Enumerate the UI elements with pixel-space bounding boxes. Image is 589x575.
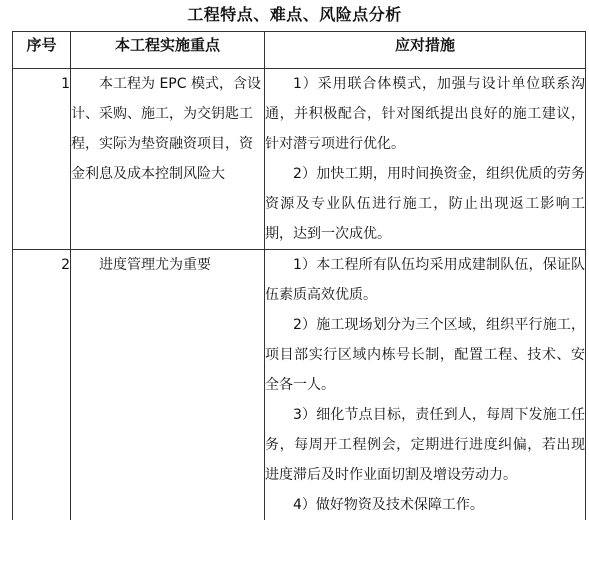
measure-item: 2）加快工期，用时间换资金，组织优质的劳务资源及专业队伍进行施工，防止出现返工影响工期，达到一次成优。 bbox=[265, 166, 585, 242]
measure-item: 4）做好物资及技术保障工作。 bbox=[293, 497, 484, 513]
row-number: 2 bbox=[13, 250, 71, 521]
header-measures: 应对措施 bbox=[265, 32, 586, 69]
header-no: 序号 bbox=[13, 32, 71, 69]
row-number: 1 bbox=[13, 69, 71, 250]
row-focus: 进度管理尤为重要 bbox=[71, 250, 265, 521]
measure-item: 1）本工程所有队伍均采用成建制队伍，保证队伍素质高效优质。 bbox=[265, 257, 585, 303]
measure-item: 2）施工现场划分为三个区域，组织平行施工，项目部实行区域内栋号长制，配置工程、技术、安全各一人。 bbox=[265, 317, 585, 393]
row-measures bbox=[265, 69, 586, 250]
row-measures bbox=[265, 250, 586, 521]
table-row bbox=[13, 250, 586, 521]
header-focus: 本工程实施重点 bbox=[71, 32, 265, 69]
table-header-row bbox=[13, 32, 586, 69]
measure-item: 1）采用联合体模式，加强与设计单位联系沟通，并积极配合，针对图纸提出良好的施工建议，针对潜亏项进行优化。 bbox=[265, 76, 585, 152]
risk-analysis-table bbox=[12, 31, 586, 520]
table-row bbox=[13, 69, 586, 250]
row-focus: 本工程为 EPC 模式，含设计、采购、施工，为交钥匙工程，实际为垫资融资项目，资金利息及成本控制风险大 bbox=[71, 69, 265, 250]
measure-item: 3）细化节点目标，责任到人，每周下发施工任务，每周开工程例会，定期进行进度纠偏，若出现进度滞后及时作业面切割及增设劳动力。 bbox=[265, 407, 585, 483]
document-title: 工程特点、难点、风险点分析 bbox=[187, 5, 402, 24]
